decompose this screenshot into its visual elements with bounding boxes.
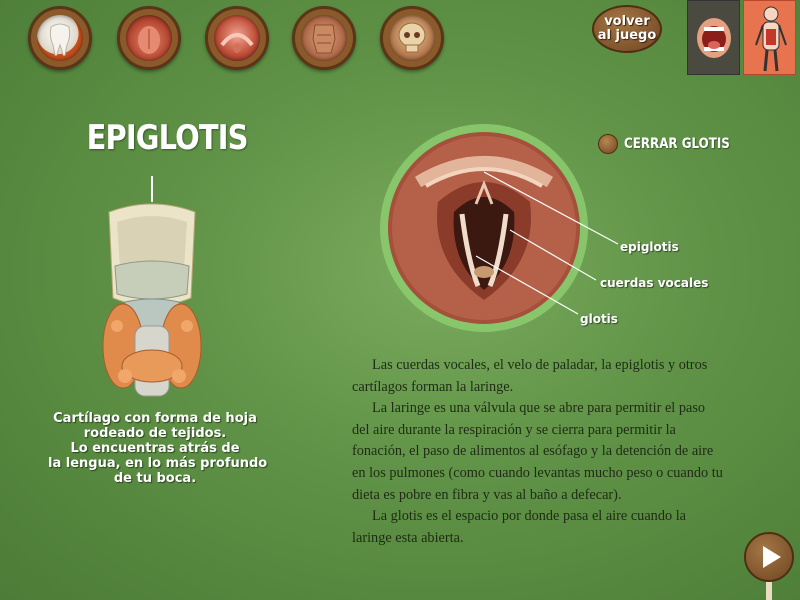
back-to-game-label: volver al juego [597,14,657,43]
caption-line: Cartílago con forma de hoja [53,411,257,426]
epiglottis-illustration [95,176,215,402]
caption-line: la lengua, en lo más profundo [48,456,268,471]
nav-tongue-button[interactable] [117,6,181,70]
tooth-icon [37,15,83,61]
label-glotis: glotis [580,312,618,326]
palate-icon [214,15,260,61]
body-paragraph: La glotis es el espacio por donde pasa el aire cuando la laringe esta abierta. [352,508,687,546]
caption-line: de tu boca. [113,471,197,486]
nav-palate-button[interactable] [205,6,269,70]
toggle-dot-icon [598,134,618,154]
nav-skull-button[interactable] [380,6,444,70]
close-glottis-toggle[interactable] [598,134,749,154]
caption-line: rodeado de tejidos. [83,426,227,441]
play-arrow-icon [746,534,792,580]
epiglottis-description [48,411,268,486]
page-title: EPIGLOTIS [86,118,248,158]
close-glottis-label: CERRAR GLOTIS [624,136,730,152]
tongue-icon [126,15,172,61]
nav-tooth-button[interactable] [28,6,92,70]
back-to-game-button[interactable] [592,5,662,53]
signpost-stick [766,580,772,600]
open-mouth-icon [694,15,734,61]
larynx-icon [301,15,347,61]
glottis-diagram [378,122,590,334]
caption-line: Lo encuentras atrás de [70,441,240,456]
label-cuerdas-vocales: cuerdas vocales [600,276,709,290]
nav-larynx-button[interactable] [292,6,356,70]
body-paragraph: La laringe es una válvula que se abre para permitir el paso del aire durante la respiración y se cierra para permitir la fonación, el paso de alimentos al esófago y la detención de aire en los pulmones (como cuando levantas mucho peso o cuando tu dieta es pobre en fibra y vas al baño a defecar). [352,400,723,503]
body-icon [752,5,790,73]
next-button[interactable] [744,532,794,582]
mouth-view-button[interactable] [687,0,740,75]
body-view-button[interactable] [743,0,796,75]
skull-icon [389,15,435,61]
body-paragraph: Las cuerdas vocales, el velo de paladar, la epiglotis y otros cartílagos forman la laringe. [352,357,708,395]
label-epiglotis: epiglotis [620,240,679,254]
body-text [352,355,724,549]
